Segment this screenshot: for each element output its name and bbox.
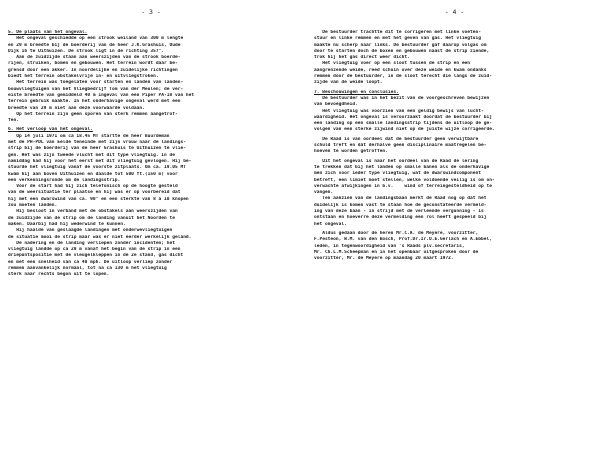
text-line: F.Pesteon, W.M. van den Bosch, Prof.Dr.Ir.O.E.Gerlach en A.Ebbel, bbox=[314, 237, 492, 243]
text-line: Het vliegtuig voer op een sloot tussen de strip en een bbox=[314, 61, 471, 67]
text-line: schuld treft en dat derhalve geen disciplinaire maatregelen be- bbox=[314, 143, 487, 149]
text-line: Aan de zuidzijde staan aan weerszijden van de strook boerde- bbox=[8, 55, 181, 61]
text-line: Het ongeval geschiedde op een strook weiland van 300 m lengte bbox=[8, 36, 184, 42]
text-line: Ten aanzien van de landingsbaan merkt de Raad nog op dat het bbox=[314, 196, 487, 202]
text-line: vangen. bbox=[314, 190, 334, 196]
text-line: Dijk 16 te Uithuizen. De strook ligt in de richting 357°. bbox=[8, 48, 165, 54]
text-line: het ongeval. bbox=[314, 221, 347, 227]
text-line: driepuntspositie met de vleugelkleppen in de 2e stand, gas dicht bbox=[8, 253, 184, 259]
text-line: verwachte afwijkingen in b.v. wind of terreingesteldheid op te bbox=[314, 183, 492, 189]
text-line: eiste breedte van gemiddeld 40 m ingeval van een Piper PA-18 van het bbox=[8, 92, 195, 98]
text-line: men zich voor ieder type vliegtuig, wat de dwarswindcomponent bbox=[314, 171, 481, 177]
text-line: waardigheid. Het ongeval is veroorzaakt doordat de bestuurder bij bbox=[314, 114, 492, 120]
section-heading: 5. De plaats van het ongeval. bbox=[8, 30, 88, 35]
text-line: breedte van 29 m niet aan deze voorwaarde voldaan. bbox=[8, 105, 145, 111]
text-line: door te starten doch de boxen en gebouwen naast de strip ziende, bbox=[314, 48, 490, 54]
text-line: vliegtuig landde op ca 20 m vanaf het begin van de strip in een bbox=[8, 247, 181, 253]
text-line: hij met een dwarswind van ca. 90° en een sterkte van 8 à 10 knopen bbox=[8, 196, 189, 202]
text-line: aangrenzende weide, reed schuin over deze weide en kwam ondanks bbox=[314, 67, 487, 73]
text-line: ing van deze baan - in strijd met de verleende vergunning - is bbox=[314, 209, 484, 215]
text-line: en met een snelheid van ca 40 mph. De uitloop verliep zonder bbox=[8, 259, 173, 265]
text-line: volgen van een sterke zijwind niet op de juiste wijze corrigeerde. bbox=[314, 127, 495, 133]
text-line: remmen door de bestuurder, in de sloot terecht die langs de zuid- bbox=[314, 74, 492, 80]
text-line: hoeven te worden getroffen. bbox=[314, 149, 388, 155]
text-line: De bestuurder trachtte dit te corrigeren met linke voeten- bbox=[314, 30, 481, 35]
text-line: trok hij het gas direct weer dicht. bbox=[314, 55, 410, 61]
text-line: terrein gebruik maakte. In het onderhavige ongeval werd met een bbox=[8, 99, 181, 105]
text-line: voorzitter, Mr. de Meyere op maandag 20 maart 1972. bbox=[314, 256, 454, 262]
page-number-left: - 3 - bbox=[141, 8, 161, 16]
text-line: strip bij de boerderij van de heer Grashuis te Uithuizen te vlie- bbox=[8, 146, 186, 152]
text-line: maken. Daarbij had hij wederwind te kunnen. bbox=[8, 221, 126, 227]
text-line: leden, in tegenwoordigheid van 's Raads plv.secretaris, bbox=[314, 243, 465, 249]
text-line: en 29 m breedte bij de boerderij van de heer J.K.Grashuis, Oude bbox=[8, 42, 181, 48]
text-line: stuurde het vliegtuig vanaf de voorste zitplaats. Om ca. 19.05 MT bbox=[8, 165, 186, 171]
text-line: van de weersituatie ter plaatse en hij was er op voorbereid dat bbox=[8, 190, 181, 196]
text-line: Op 14 juli 1971 om ca 18.45 MT startte de heer Buurdeman bbox=[8, 133, 170, 139]
text-line: bouwvliegtuigen van het Vliegbedrijf Tom van der Meulen; de ver- bbox=[8, 86, 184, 92]
text-line: namiddag had hij voor het eerst met dit vliegtuig gevlogen. Hij be- bbox=[8, 158, 192, 164]
text-line: Het terrein was toegelaten voor starten en landen van landen- bbox=[8, 80, 184, 86]
text-line: rijen, struiken, bomen en gebouwen. Het terrein wordt daar be- bbox=[8, 61, 178, 67]
page-right bbox=[300, 0, 599, 467]
text-line: gen. Het was zijn tweede vlucht met dit type vliegtuig. In de bbox=[8, 152, 175, 158]
text-line: een landing op een smalle landingsstrip tijdens de uitloop de ge- bbox=[314, 121, 492, 127]
text-line: Het vliegtuig was voorzien van een geldig bewijs van lucht- bbox=[314, 108, 484, 114]
text-line: maakte nu scherp naar links. De bestuurder gaf daarop volgas om bbox=[314, 42, 487, 48]
text-line: de situatie mooi de strip maar was er niet eerder werkelijk geland. bbox=[8, 234, 192, 240]
text-line: een verkenningsronde om de landingsstrip. bbox=[8, 177, 121, 183]
text-line: biedt het terrein obstakelvrije in- en uitvliegstroken. bbox=[8, 74, 159, 80]
text-line: kwam hij aan boven Uithuizen en daalde tot 500 ft.(150 m) voor bbox=[8, 171, 178, 177]
text-line: betreft, een limiet moet stellen, welke voldoende veilig is om on- bbox=[314, 177, 495, 183]
text-line: De bestuurder was in het bezit van de voorgeschreven bewijzen bbox=[314, 95, 490, 101]
text-line: Aldus gedaan door de heren Mr.C.A. de Meyere, voorzitter, bbox=[314, 230, 479, 236]
text-line: te trekken dat bij het landen op smalle banen als de onderhavige bbox=[314, 164, 490, 170]
text-line: de zuidzijde van de strip om de landing vanuit het Noorden te bbox=[8, 215, 175, 221]
text-line: Vóór de start had hij zich telefonisch op de hoogte gesteld bbox=[8, 184, 178, 190]
text-line: duidelijk is komen vast te staan hoe de geconstateerde vermeld- bbox=[314, 202, 487, 208]
section-heading: 6. Het verloop van het ongeval. bbox=[8, 127, 93, 133]
page-left-body bbox=[8, 30, 294, 279]
text-line: ontstaan en hoeverre deze vermelding een rol heeft gespeeld bij bbox=[314, 215, 487, 221]
text-line: van bevoegdheid. bbox=[314, 102, 358, 108]
text-line: Hij besloot in verband met de obstakels aan weerszijden van bbox=[8, 209, 178, 215]
page-number-right: - 4 - bbox=[444, 8, 465, 16]
text-line: Hij haalde van geslaagde landingen met onderwevliegtuigen bbox=[8, 228, 173, 234]
text-line: remmen aanvankelijk normaal, tot na ca 130 m het vliegtuig bbox=[8, 265, 167, 271]
section-heading: 7. Beschouwingen en conclusies. bbox=[314, 89, 399, 95]
text-line: De nadering en de landing verliepen zonder incidenten; het bbox=[8, 240, 175, 246]
text-line: fen. bbox=[8, 118, 19, 124]
text-line: stuur en linke remmen en met het geven van gas. Het vliegtuig bbox=[314, 36, 481, 42]
text-line: met de PH-PDL van Eelde teneinde met zijn vrouw naar de landings- bbox=[8, 140, 186, 146]
page-right-body bbox=[314, 30, 595, 262]
text-line: zijde van de weide loopt. bbox=[314, 80, 383, 86]
text-line: sterk naar rechts begon uit te lopen. bbox=[8, 272, 110, 278]
text-line: Op het terrein zijn geen sporen van sterk remmen aangetrof- bbox=[8, 111, 178, 117]
text-line: Mr. Ch.L.M.Scheepman en in het openbaar uitgesproken door de bbox=[314, 249, 479, 255]
text-line: Uit het ongeval is naar het oordeel van de Raad de lering bbox=[314, 158, 479, 164]
text-line: grensd door een akker. In noordelijke en zuidelijke richtingen bbox=[8, 67, 178, 73]
text-line: zou moeten landen. bbox=[8, 203, 58, 209]
text-line: De Raad is van oordeel dat de bestuurder geen verwijtbare bbox=[314, 136, 479, 142]
